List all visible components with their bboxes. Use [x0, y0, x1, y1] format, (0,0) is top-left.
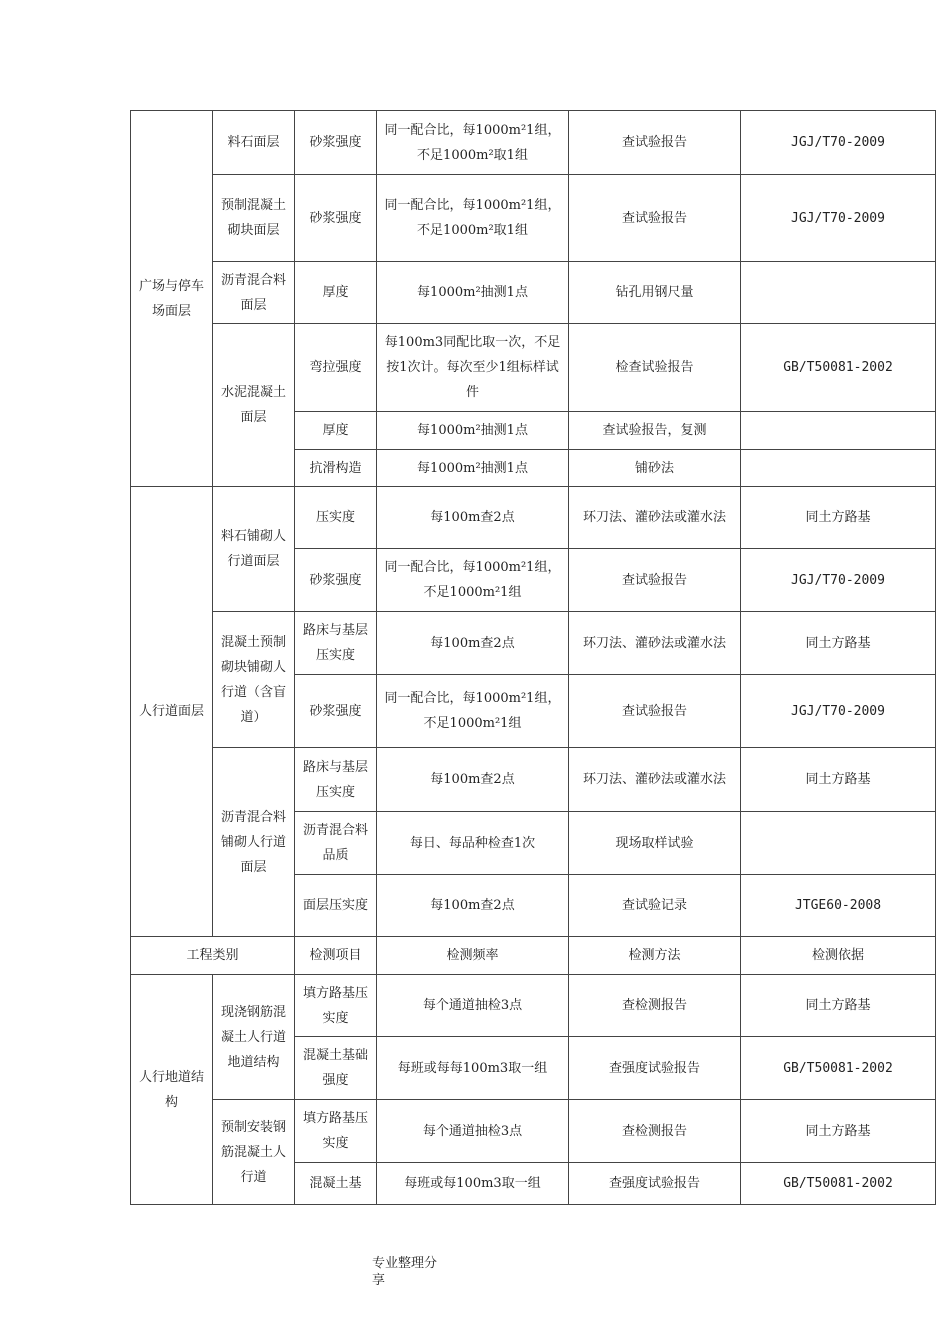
header-basis: 检测依据: [741, 937, 936, 975]
basis-cell: JGJ/T70-2009: [741, 175, 936, 262]
subcategory-cell: 水泥混凝土面层: [213, 324, 295, 487]
header-category: 工程类别: [131, 937, 295, 975]
header-method: 检测方法: [569, 937, 741, 975]
item-cell: 路床与基层压实度: [295, 748, 377, 812]
basis-cell: JGJ/T70-2009: [741, 111, 936, 175]
method-cell: 环刀法、灌砂法或灌水法: [569, 487, 741, 549]
basis-cell: 同土方路基: [741, 487, 936, 549]
item-cell: 面层压实度: [295, 875, 377, 937]
item-cell: 路床与基层压实度: [295, 612, 377, 675]
subcategory-cell: 料石面层: [213, 111, 295, 175]
item-cell: 砂浆强度: [295, 111, 377, 175]
item-cell: 压实度: [295, 487, 377, 549]
item-cell: 抗滑构造: [295, 450, 377, 487]
method-cell: 查试验报告，复测: [569, 412, 741, 450]
method-cell: 查强度试验报告: [569, 1037, 741, 1100]
frequency-cell: 每个通道抽检3点: [377, 975, 569, 1037]
inspection-table: [130, 110, 936, 1205]
method-cell: 查试验报告: [569, 111, 741, 175]
method-cell: 现场取样试验: [569, 812, 741, 875]
subcategory-cell: 沥青混合料铺砌人行道面层: [213, 748, 295, 937]
basis-cell: GB/T50081-2002: [741, 1037, 936, 1100]
basis-cell: 同土方路基: [741, 975, 936, 1037]
subcategory-cell: 预制安装钢筋混凝土人行道: [213, 1100, 295, 1205]
frequency-cell: 每100m查2点: [377, 487, 569, 549]
basis-cell: JTGE60-2008: [741, 875, 936, 937]
item-cell: 弯拉强度: [295, 324, 377, 412]
subcategory-cell: 沥青混合料面层: [213, 262, 295, 324]
frequency-cell: 每个通道抽检3点: [377, 1100, 569, 1163]
basis-cell: JGJ/T70-2009: [741, 675, 936, 748]
frequency-cell: 同一配合比，每1000m²1组，不足1000m²1组: [377, 549, 569, 612]
frequency-cell: 每100m查2点: [377, 875, 569, 937]
item-cell: 砂浆强度: [295, 175, 377, 262]
subcategory-cell: 现浇钢筋混凝土人行道地道结构: [213, 975, 295, 1100]
basis-cell: 同土方路基: [741, 748, 936, 812]
item-cell: 填方路基压实度: [295, 1100, 377, 1163]
subcategory-cell: 料石铺砌人行道面层: [213, 487, 295, 612]
basis-cell: [741, 812, 936, 875]
frequency-cell: 同一配合比，每1000m²1组，不足1000m²取1组: [377, 175, 569, 262]
frequency-cell: 每班或每100m3取一组: [377, 1163, 569, 1205]
category-cell: 人行地道结构: [131, 975, 213, 1205]
item-cell: 砂浆强度: [295, 549, 377, 612]
method-cell: 查强度试验报告: [569, 1163, 741, 1205]
header-frequency: 检测频率: [377, 937, 569, 975]
item-cell: 沥青混合料品质: [295, 812, 377, 875]
method-cell: 检查试验报告: [569, 324, 741, 412]
header-item: 检测项目: [295, 937, 377, 975]
category-cell: 人行道面层: [131, 487, 213, 937]
method-cell: 查检测报告: [569, 975, 741, 1037]
method-cell: 查试验报告: [569, 175, 741, 262]
method-cell: 查检测报告: [569, 1100, 741, 1163]
item-cell: 填方路基压实度: [295, 975, 377, 1037]
frequency-cell: 每100m查2点: [377, 612, 569, 675]
basis-cell: [741, 262, 936, 324]
item-cell: 厚度: [295, 412, 377, 450]
category-cell: 广场与停车场面层: [131, 111, 213, 487]
footer-text: 专业整理分享: [372, 1256, 438, 1288]
basis-cell: 同土方路基: [741, 1100, 936, 1163]
method-cell: 查试验报告: [569, 549, 741, 612]
basis-cell: GB/T50081-2002: [741, 324, 936, 412]
frequency-cell: 每1000m²抽测1点: [377, 450, 569, 487]
basis-cell: 同土方路基: [741, 612, 936, 675]
frequency-cell: 每1000m²抽测1点: [377, 412, 569, 450]
basis-cell: [741, 450, 936, 487]
method-cell: 铺砂法: [569, 450, 741, 487]
frequency-cell: 每日、每品种检查1次: [377, 812, 569, 875]
basis-cell: JGJ/T70-2009: [741, 549, 936, 612]
item-cell: 混凝土基础强度: [295, 1037, 377, 1100]
basis-cell: [741, 412, 936, 450]
frequency-cell: 同一配合比，每1000m²1组，不足1000m²取1组: [377, 111, 569, 175]
frequency-cell: 每100m3同配比取一次，不足按1次计。每次至少1组标样试件: [377, 324, 569, 412]
method-cell: 环刀法、灌砂法或灌水法: [569, 612, 741, 675]
item-cell: 混凝土基: [295, 1163, 377, 1205]
item-cell: 砂浆强度: [295, 675, 377, 748]
basis-cell: GB/T50081-2002: [741, 1163, 936, 1205]
method-cell: 钻孔用钢尺量: [569, 262, 741, 324]
method-cell: 查试验记录: [569, 875, 741, 937]
frequency-cell: 每100m查2点: [377, 748, 569, 812]
method-cell: 查试验报告: [569, 675, 741, 748]
subcategory-cell: 预制混凝土砌块面层: [213, 175, 295, 262]
frequency-cell: 每1000m²抽测1点: [377, 262, 569, 324]
subcategory-cell: 混凝土预制砌块铺砌人行道（含盲道）: [213, 612, 295, 748]
method-cell: 环刀法、灌砂法或灌水法: [569, 748, 741, 812]
frequency-cell: 同一配合比，每1000m²1组，不足1000m²1组: [377, 675, 569, 748]
item-cell: 厚度: [295, 262, 377, 324]
frequency-cell: 每班或每每100m3取一组: [377, 1037, 569, 1100]
